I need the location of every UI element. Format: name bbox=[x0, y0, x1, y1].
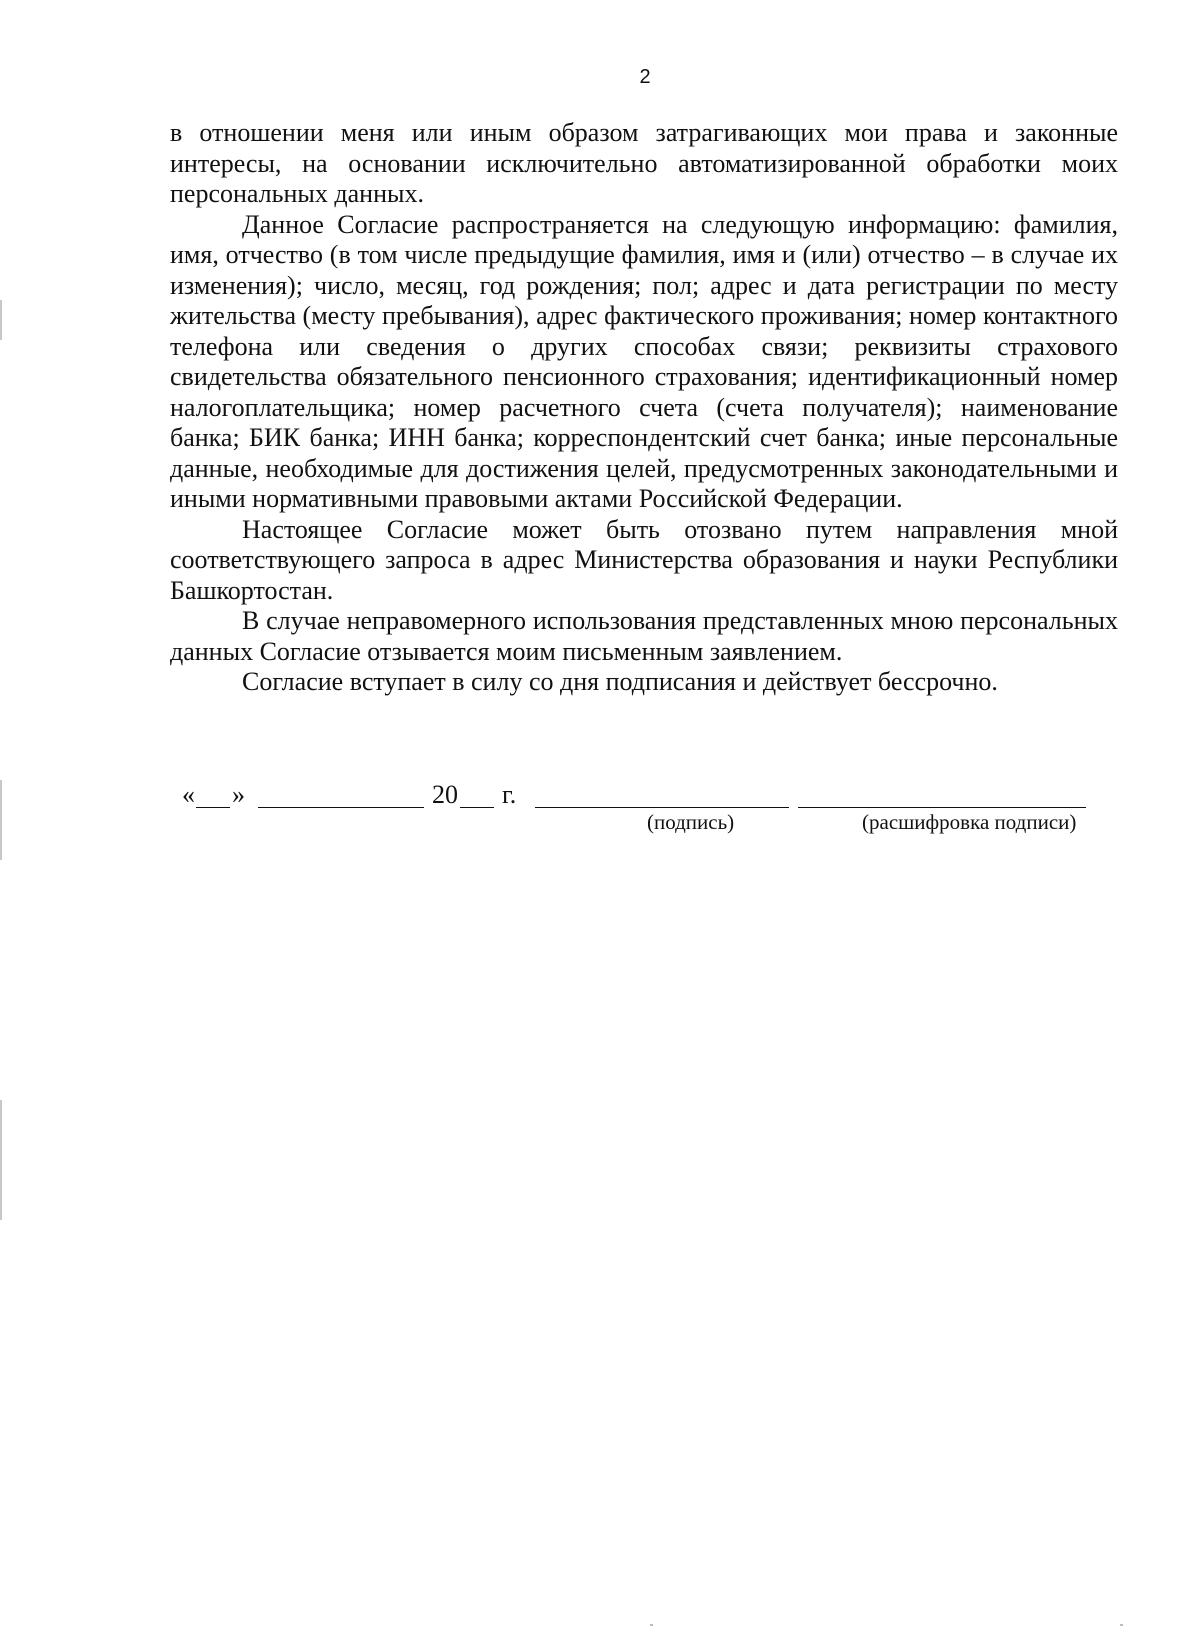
scan-edge-mark bbox=[0, 300, 2, 340]
signature-decoding-caption: (расшифровка подписи) bbox=[862, 810, 1077, 834]
scan-edge-mark bbox=[0, 780, 2, 860]
paragraph-effective-date: Согласие вступает в силу со дня подписания и действует бессрочно. bbox=[242, 667, 998, 696]
paragraph-consent-scope: Данное Согласие распространяется на следующую информацию: фамилия, имя, отчество (в том числе предыдущие фамилия, имя и (или) отчество – в случае их изменения); число, месяц, год рождения; пол; адрес и дата регистрации по месту жительства (месту пребывания), адрес фактического проживания; номер контактного телефона или сведения о других способах связи; реквизиты страхового свидетельства обязательного пенсионного страхования; идентификационный номер налогоплательщика; номер расчетного счета (счета получателя); наименование банка; БИК банка; ИНН банка; корреспондентский счет банка; иные персональные данные, необходимые для достижения целей, предусмотренных законодательными и иными нормативными правовыми актами Российской Федерации. bbox=[170, 209, 1118, 513]
signature-line bbox=[535, 807, 789, 808]
page-number: 2 bbox=[639, 66, 651, 88]
paragraph-revocation: Настоящее Согласие может быть отозвано путем направления мной соответствующего запроса в адрес Министерства образования и науки Республики Башкортостан. bbox=[170, 514, 1118, 605]
paragraph-unlawful-use: В случае неправомерного использования представленных мною персональных данных Согласие отзывается моим письменным заявлением. bbox=[170, 606, 1118, 666]
scan-edge-mark bbox=[0, 1100, 2, 1220]
signature-decoding-line bbox=[798, 807, 1086, 808]
year-prefix: 20 bbox=[432, 780, 458, 809]
signature-row bbox=[182, 778, 1118, 812]
day-blank bbox=[196, 807, 230, 808]
year-suffix: г. bbox=[502, 780, 517, 809]
month-blank bbox=[258, 807, 424, 808]
close-quote: » bbox=[232, 780, 245, 809]
paragraph-continuation: в отношении меня или иным образом затрагивающих мои права и законные интересы, на основании исключительно автоматизированной обработки моих персональных данных. bbox=[170, 118, 1118, 208]
signature-caption: (подпись) bbox=[647, 810, 735, 834]
year-blank bbox=[460, 807, 494, 808]
scan-speck bbox=[650, 1624, 653, 1626]
open-quote: « bbox=[182, 780, 195, 809]
scan-speck bbox=[1120, 1624, 1123, 1626]
document-body bbox=[170, 118, 1118, 698]
